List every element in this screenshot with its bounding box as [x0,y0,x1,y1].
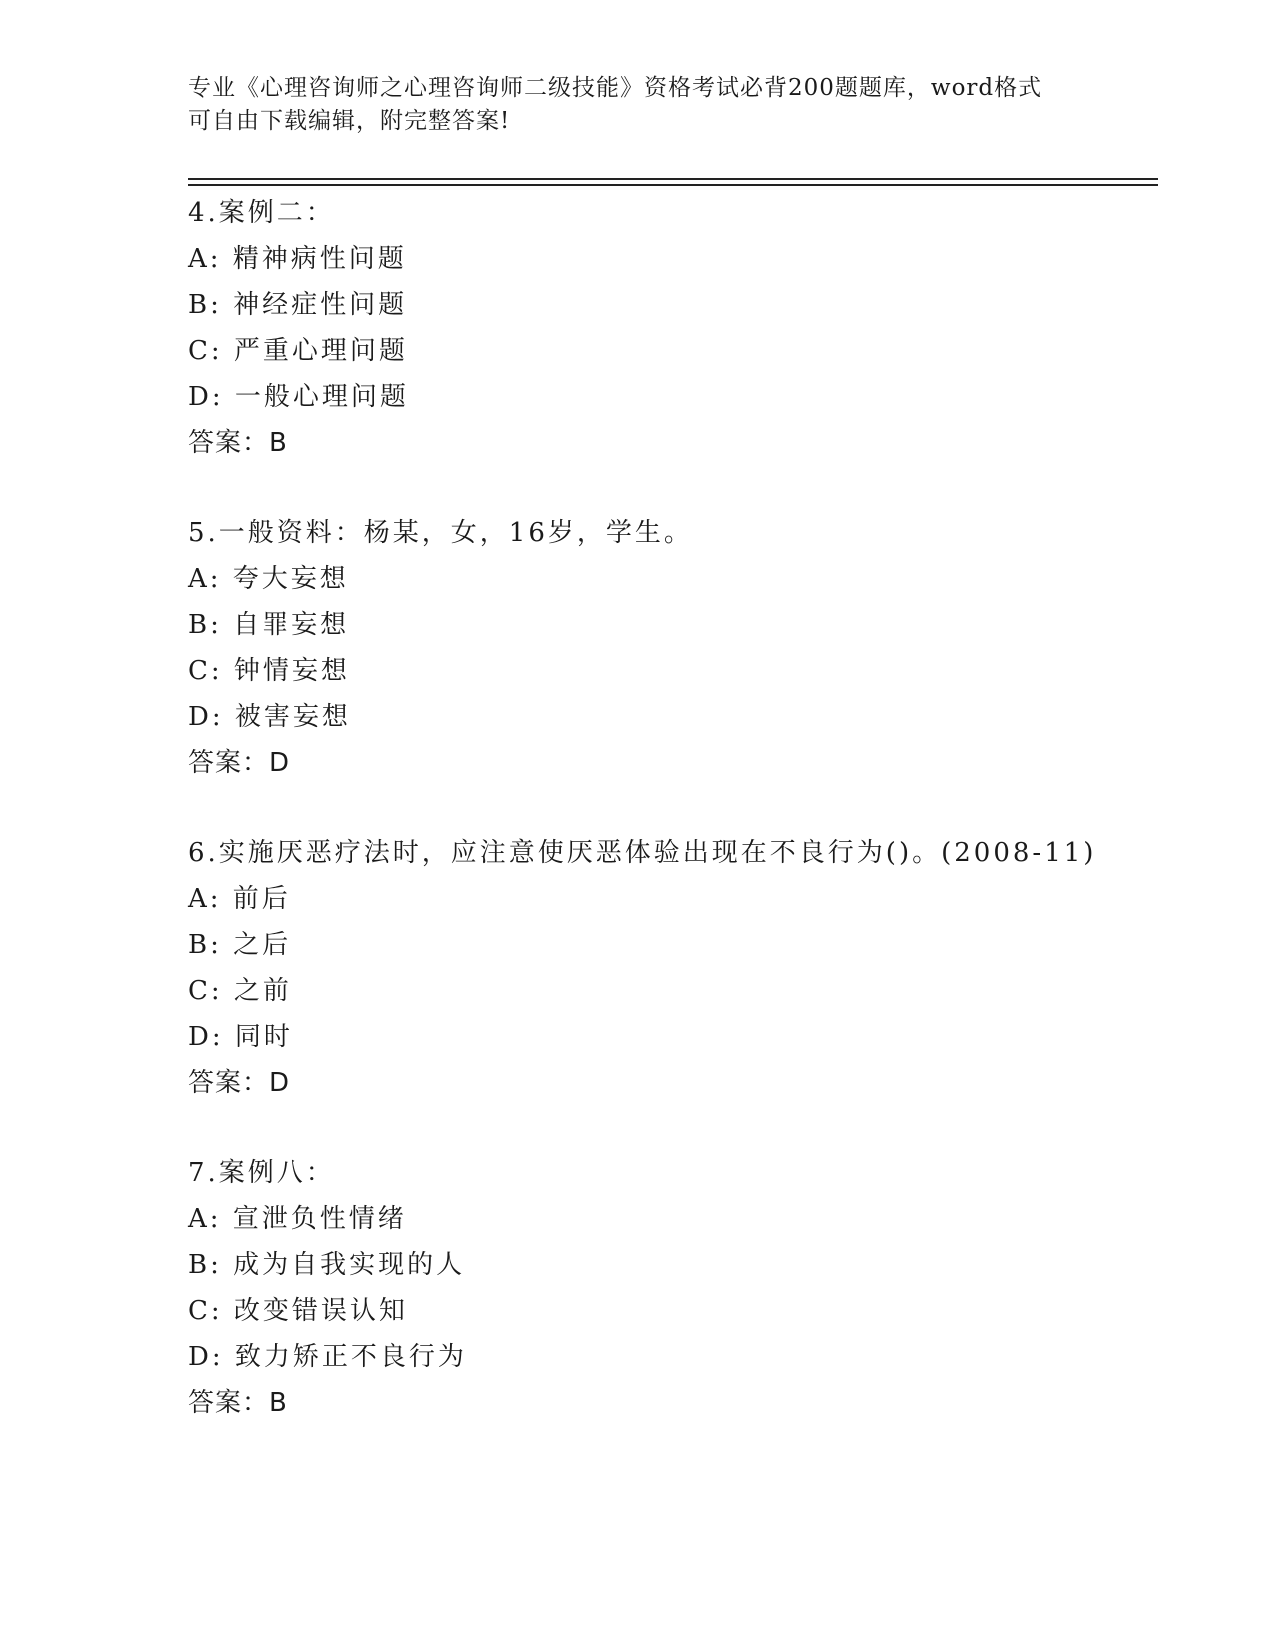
answer-line: 答案：D [188,1068,291,1098]
answer-line: 答案：B [188,1388,288,1418]
document-header [188,72,1088,138]
question-item [188,190,1188,466]
header-divider-top [188,178,1158,180]
question-item [188,1150,1188,1426]
question-text: 7.案例八： [188,1158,335,1188]
option-c: C: 钟情妄想 [188,656,350,686]
option-d: D: 一般心理问题 [188,382,409,412]
option-c: C: 严重心理问题 [188,336,408,366]
option-a: A: 夸大妄想 [188,564,349,594]
question-item [188,510,1188,786]
option-b: B: 成为自我实现的人 [188,1250,466,1280]
option-a: A: 前后 [188,884,291,914]
option-a: A: 精神病性问题 [188,244,407,274]
question-text: 6.实施厌恶疗法时，应注意使厌恶体验出现在不良行为()。(2008-11) [188,838,1097,868]
option-b: B: 自罪妄想 [188,610,350,640]
option-c: C: 改变错误认知 [188,1296,408,1326]
option-b: B: 之后 [188,930,292,960]
header-line-1: 专业《心理咨询师之心理咨询师二级技能》资格考试必背200题题库，word格式 [188,75,1043,101]
question-text: 4.案例二： [188,198,335,228]
answer-line: 答案：D [188,748,291,778]
option-d: D: 同时 [188,1022,293,1052]
option-c: C: 之前 [188,976,292,1006]
option-d: D: 被害妄想 [188,702,351,732]
option-a: A: 宣泄负性情绪 [188,1204,407,1234]
header-divider-bottom [188,184,1158,186]
option-b: B: 神经症性问题 [188,290,408,320]
question-item [188,830,1188,1106]
question-text: 5.一般资料：杨某，女，16岁，学生。 [188,518,693,548]
header-line-2: 可自由下载编辑，附完整答案! [188,108,511,134]
answer-line: 答案：B [188,428,288,458]
question-list [188,190,1188,1470]
option-d: D: 致力矫正不良行为 [188,1342,467,1372]
